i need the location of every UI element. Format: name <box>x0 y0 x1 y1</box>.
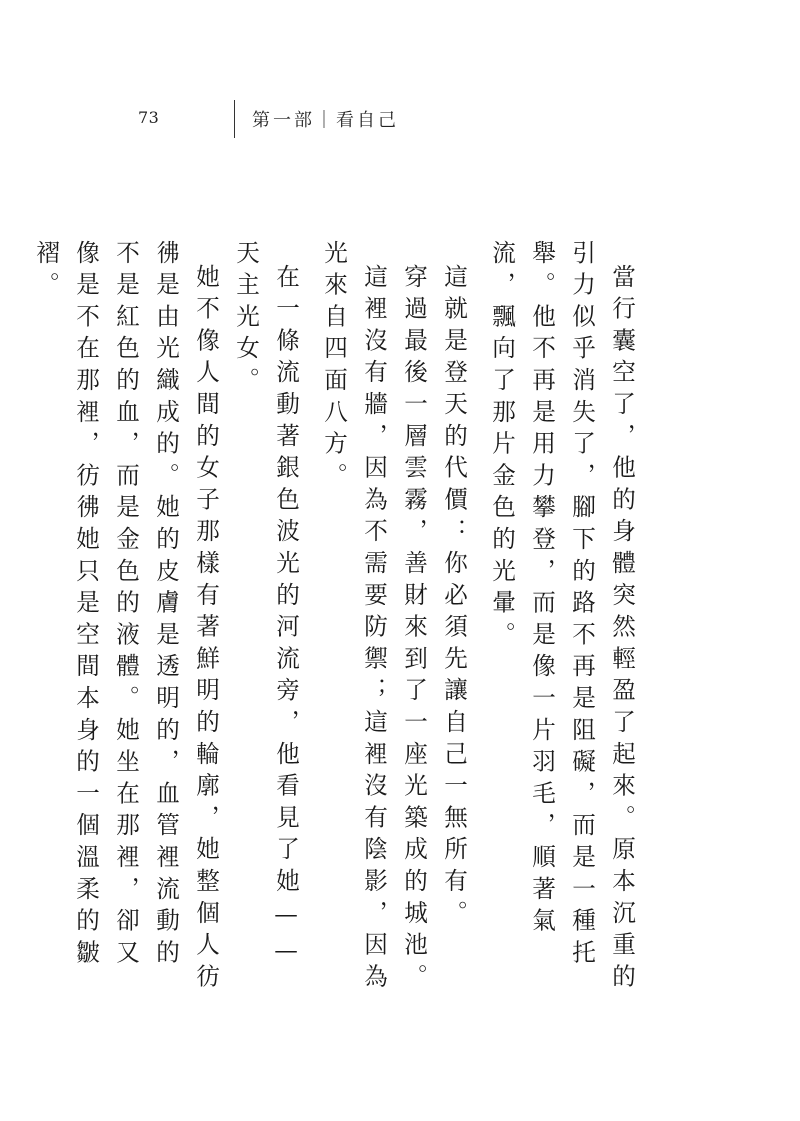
header-divider <box>234 100 235 138</box>
section-title: 第一部｜看自己 <box>252 110 399 131</box>
paragraph-4: 這裡沒有牆，因為不需要防禦；這裡沒有陰影，因為光來自四面八方。 <box>320 240 388 995</box>
vertical-body-text <box>26 240 642 1000</box>
paragraph-1: 當行囊空了，他的身體突然輕盈了起來。原本沉重的引力似乎消失了，腳下的路不再是阻礙，而是一種托舉。他不再是用力攀登，而是像一片羽毛，順著氣流，飄向了那片金色的光暈。 <box>488 240 636 995</box>
paragraph-3: 穿過最後一層雲霧，善財來到了一座光築成的城池。 <box>400 263 428 995</box>
paragraph-2: 這就是登天的代價：你必須先讓自己一無所有。 <box>440 263 468 932</box>
paragraph-6: 她不像人間的女子那樣有著鮮明的輪廓，她整個人彷彿是由光織成的。她的皮膚是透明的，血管裡流動的不是紅色的血，而是金色的液體。她坐在那裡，卻又像是不在那裡，彷彿她只是空間本身的一個溫柔的皺褶。 <box>32 240 220 995</box>
paragraph-5: 在一條流動著銀色波光的河流旁，他看見了她——天主光女。 <box>232 240 300 972</box>
page-number: 73 <box>138 108 160 127</box>
